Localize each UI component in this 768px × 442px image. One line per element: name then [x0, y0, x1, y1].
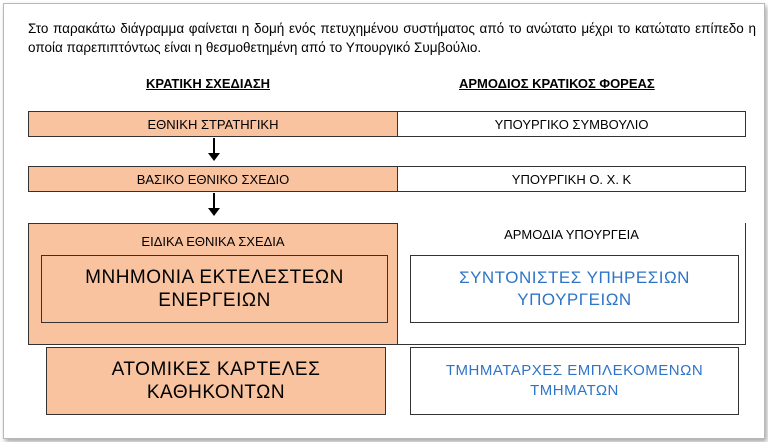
box-competent-ministries-label: ΑΡΜΟΔΙΑ ΥΠΟΥΡΓΕΙΑ [504, 227, 639, 242]
box-special-national-plans-label: ΕΙΔΙΚΑ ΕΘΝΙΚΑ ΣΧΕΔΙΑ [141, 234, 285, 249]
box-service-coordinators [410, 255, 739, 323]
box-ministerial-ochk [397, 166, 746, 192]
box-cabinet [397, 111, 746, 137]
box-national-strategy [28, 111, 398, 137]
box-execution-memoranda-line1: ΜΝΗΜΟΝΙΑ ΕΚΤΕΛΕΣΤΕΩΝ [85, 267, 344, 288]
box-national-strategy-label: ΕΘΝΙΚΗ ΣΤΡΑΤΗΓΙΚΗ [147, 116, 279, 132]
intro-paragraph: Στο παρακάτω διάγραμμα φαίνεται η δομή ενός πετυχημένου συστήματος από το ανώτατο μέχρι το κατώτατο επίπεδο η οποία παρεπιπτόντως είναι η θεσμοθετημένη από το Υπουργικό Συμβούλιο. [28, 21, 756, 55]
box-execution-memoranda [41, 255, 388, 323]
arrow-down-icon [207, 193, 221, 217]
arrow-down-icon [207, 138, 221, 162]
box-department-heads-line1: ΤΜΗΜΑΤΑΡΧΕΣ ΕΜΠΛΕΚΟΜΕΝΩΝ [445, 362, 704, 379]
box-individual-task-cards [46, 347, 386, 415]
header-responsible-agency: ΑΡΜΟΔΙΟΣ ΚΡΑΤΙΚΟΣ ΦΟΡΕΑΣ [459, 76, 655, 91]
box-individual-task-cards-line2: ΚΑΘΗΚΟΝΤΩΝ [146, 382, 286, 403]
box-service-coordinators-line1: ΣΥΝΤΟΝΙΣΤΕΣ ΥΠΗΡΕΣΙΩΝ [459, 268, 690, 287]
box-service-coordinators-line2: ΥΠΟΥΡΓΕΙΩΝ [517, 290, 632, 309]
box-basic-national-plan [28, 166, 398, 192]
diagram-frame [3, 3, 765, 439]
box-department-heads-line2: ΤΜΗΜΑΤΩΝ [530, 382, 619, 399]
box-individual-task-cards-line1: ΑΤΟΜΙΚΕΣ ΚΑΡΤΕΛΕΣ [111, 359, 321, 380]
header-state-planning: ΚΡΑΤΙΚΗ ΣΧΕΔΙΑΣΗ [146, 76, 271, 91]
box-department-heads [410, 347, 739, 415]
box-ministerial-ochk-label: ΥΠΟΥΡΓΙΚΗ Ο. Χ. Κ [511, 171, 632, 187]
box-basic-national-plan-label: ΒΑΣΙΚΟ ΕΘΝΙΚΟ ΣΧΕΔΙΟ [136, 171, 290, 187]
box-execution-memoranda-line2: ΕΝΕΡΓΕΙΩΝ [158, 290, 271, 311]
box-cabinet-label: ΥΠΟΥΡΓΙΚΟ ΣΥΜΒΟΥΛΙΟ [494, 116, 649, 132]
